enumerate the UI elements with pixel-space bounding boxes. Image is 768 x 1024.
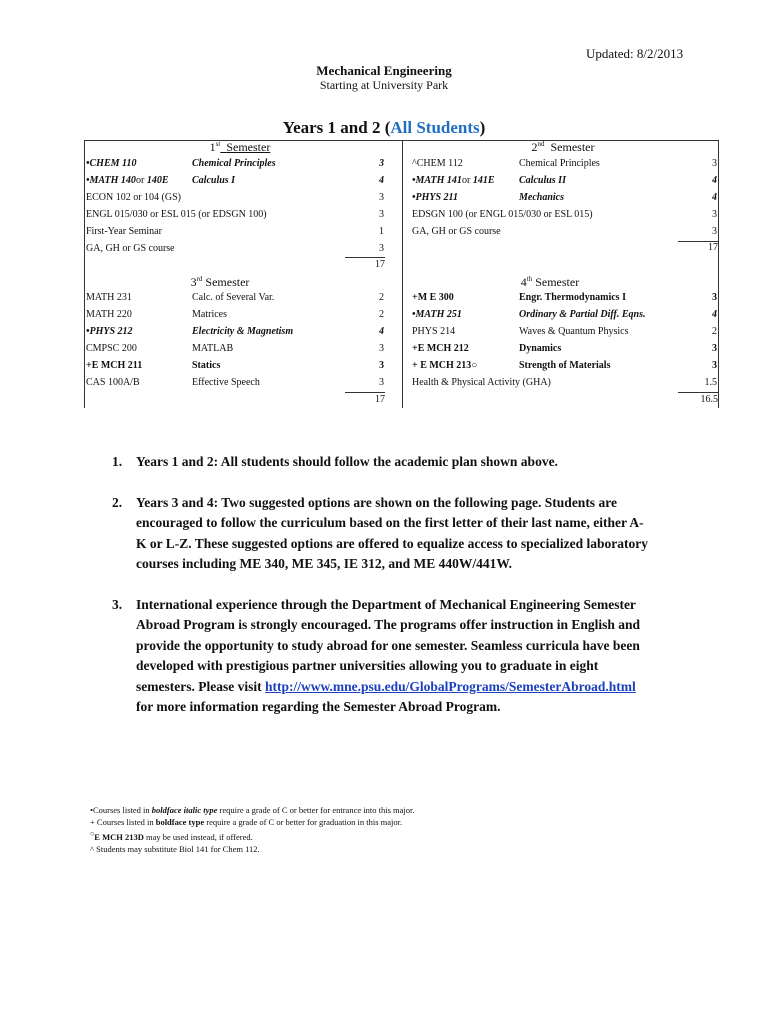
course-name: Calculus I bbox=[192, 175, 236, 186]
course-credits: 3 bbox=[712, 343, 717, 354]
course-name: Calc. of Several Var. bbox=[192, 292, 275, 303]
course-code: CAS 100A/B bbox=[86, 377, 140, 388]
course-credits: 3 bbox=[379, 192, 384, 203]
course-code: PHYS 214 bbox=[412, 326, 456, 337]
course-row bbox=[412, 289, 717, 306]
course-credits: 3 bbox=[379, 209, 384, 220]
course-credits: 3 bbox=[712, 292, 717, 303]
course-row bbox=[412, 374, 717, 391]
course-code: + E MCH 213○ bbox=[412, 360, 478, 371]
course-code: EDSGN 100 (or ENGL 015/030 or ESL 015) bbox=[412, 209, 593, 220]
course-code: +E MCH 212 bbox=[412, 343, 469, 354]
course-credits: 2 bbox=[379, 292, 384, 303]
footnote-2: + Courses listed in boldface type require a grade of C or better for graduation in this major. bbox=[90, 817, 403, 827]
course-code: First-Year Seminar bbox=[86, 226, 162, 237]
course-name: Strength of Materials bbox=[519, 360, 611, 371]
course-row bbox=[412, 155, 717, 172]
course-credits: 4 bbox=[379, 326, 384, 337]
course-credits: 2 bbox=[712, 326, 717, 337]
course-row bbox=[86, 172, 396, 189]
course-name: Effective Speech bbox=[192, 377, 260, 388]
course-row bbox=[412, 206, 717, 223]
course-name: Ordinary & Partial Diff. Eqns. bbox=[519, 309, 646, 320]
course-name: Chemical Principles bbox=[519, 158, 600, 169]
course-code: ENGL 015/030 or ESL 015 (or EDSGN 100) bbox=[86, 209, 267, 220]
course-row bbox=[412, 323, 717, 340]
note-item-3: 3. International experience through the Department of Mechanical Engineering Semester Abroad Program is strongly encouraged. The programs offer instruction in English and provide the opportunity to study abroad for one semester. Seamless curricula have been developed with prestigious partner universities allowing you to graduate in eight semesters. Please visit http://www.mne.psu.edu/GlobalPrograms/SemesterAbroad.html for more information regarding the Semester Abroad Program. bbox=[112, 596, 641, 714]
course-name: Chemical Principles bbox=[192, 158, 276, 169]
semester-3-header: 3rd Semester bbox=[190, 275, 250, 289]
course-name: Calculus II bbox=[519, 175, 566, 186]
course-row bbox=[86, 357, 396, 374]
course-code: •MATH 251 bbox=[412, 309, 462, 320]
footnotes bbox=[90, 804, 414, 855]
footnote-1: •Courses listed in boldface italic type require a grade of C or better for entrance into this major. bbox=[90, 805, 415, 815]
semester-3-total: 17 bbox=[375, 394, 385, 405]
course-code: •MATH 141 bbox=[412, 175, 462, 186]
note-item-1: 1. Years 1 and 2: All students should follow the academic plan shown above. bbox=[112, 454, 558, 469]
semester-1-total: 17 bbox=[375, 259, 385, 270]
course-code: +M E 300 bbox=[412, 292, 454, 303]
course-row bbox=[86, 155, 396, 172]
semester-3-total-line bbox=[345, 392, 385, 393]
updated-date: Updated: 8/2/2013 bbox=[586, 46, 684, 61]
course-name: Waves & Quantum Physics bbox=[519, 326, 629, 337]
course-code: CMPSC 200 bbox=[86, 343, 137, 354]
course-code: •CHEM 110 bbox=[86, 158, 137, 169]
course-row bbox=[86, 189, 396, 206]
course-credits: 3 bbox=[712, 360, 717, 371]
semester-2-total: 17 bbox=[708, 242, 718, 253]
course-row bbox=[412, 340, 717, 357]
semester-4-total: 16.5 bbox=[700, 394, 718, 405]
semester-4-total-line bbox=[678, 392, 718, 393]
course-row bbox=[412, 306, 717, 323]
course-code: ECON 102 or 104 (GS) bbox=[86, 192, 181, 203]
course-row bbox=[86, 240, 396, 257]
course-row bbox=[412, 357, 717, 374]
years-title: Years 1 and 2 (All Students) bbox=[282, 118, 486, 137]
course-code: •PHYS 212 bbox=[86, 326, 133, 337]
course-name: MATLAB bbox=[192, 343, 234, 354]
course-credits: 3 bbox=[379, 343, 384, 354]
course-code: Health & Physical Activity (GHA) bbox=[412, 377, 551, 388]
course-name: Dynamics bbox=[519, 343, 562, 354]
course-code: MATH 231 bbox=[86, 292, 132, 303]
course-credits: 3 bbox=[379, 377, 384, 388]
notes-list bbox=[112, 452, 652, 738]
course-credits: 2 bbox=[379, 309, 384, 320]
course-name: Mechanics bbox=[519, 192, 564, 203]
course-code: GA, GH or GS course bbox=[86, 243, 175, 254]
department-title: Mechanical Engineering bbox=[316, 63, 452, 78]
footnote-3: ○E MCH 213D may be used instead, if offered. bbox=[90, 830, 253, 842]
course-credits: 3 bbox=[712, 226, 717, 237]
course-row bbox=[86, 206, 396, 223]
semester-1-header: 1st Semester bbox=[209, 140, 271, 154]
course-credits: 1 bbox=[379, 226, 384, 237]
course-code: •PHYS 211 bbox=[412, 192, 459, 203]
course-name: Matrices bbox=[192, 309, 227, 320]
course-name: Electricity & Magnetism bbox=[192, 326, 294, 337]
course-row bbox=[86, 306, 396, 323]
course-credits: 4 bbox=[712, 175, 717, 186]
semester-1-total-line bbox=[345, 257, 385, 258]
course-row bbox=[86, 223, 396, 240]
table-column-divider bbox=[402, 140, 403, 408]
course-credits: 3 bbox=[379, 158, 384, 169]
semester-abroad-link[interactable]: http://www.mne.psu.edu/GlobalPrograms/SemesterAbroad.html bbox=[264, 678, 636, 694]
course-code: MATH 220 bbox=[86, 309, 132, 320]
semester-2-header: 2nd Semester bbox=[531, 140, 595, 154]
semester-4-header: 4th Semester bbox=[520, 275, 580, 289]
note-item-2: 2. Years 3 and 4: Two suggested options are shown on the following page. Students are encouraged to follow the curriculum based on the first letter of their last name, either A-K or L-Z. These suggested options are offered to equalize access to specialized laboratory courses including ME 340, ME 345, IE 312, and ME 440W/441W. bbox=[112, 494, 648, 571]
course-code-alt: or 140E bbox=[136, 175, 169, 186]
course-row bbox=[86, 323, 396, 340]
course-row bbox=[86, 374, 396, 391]
course-code: +E MCH 211 bbox=[86, 360, 143, 371]
course-credits: 3 bbox=[379, 243, 384, 254]
course-credits: 1.5 bbox=[704, 377, 717, 388]
footnote-4: ^ Students may substitute Biol 141 for Chem 112. bbox=[90, 843, 260, 854]
course-credits: 3 bbox=[712, 209, 717, 220]
course-credits: 4 bbox=[712, 309, 717, 320]
course-row bbox=[412, 189, 717, 206]
campus-subtitle: Starting at University Park bbox=[319, 78, 449, 92]
course-credits: 3 bbox=[712, 158, 717, 169]
course-code: •MATH 140 bbox=[86, 175, 136, 186]
course-credits: 4 bbox=[379, 175, 384, 186]
course-credits: 4 bbox=[712, 192, 717, 203]
course-credits: 3 bbox=[379, 360, 384, 371]
course-row bbox=[412, 172, 717, 189]
course-name: Statics bbox=[192, 360, 221, 371]
course-name: Engr. Thermodynamics I bbox=[519, 292, 626, 303]
course-row bbox=[86, 340, 396, 357]
course-row bbox=[412, 223, 717, 240]
course-code: GA, GH or GS course bbox=[412, 226, 501, 237]
course-code-alt: or 141E bbox=[462, 175, 495, 186]
course-row bbox=[86, 289, 396, 306]
all-students-highlight: All Students bbox=[390, 118, 480, 137]
course-code: ^CHEM 112 bbox=[412, 158, 463, 169]
